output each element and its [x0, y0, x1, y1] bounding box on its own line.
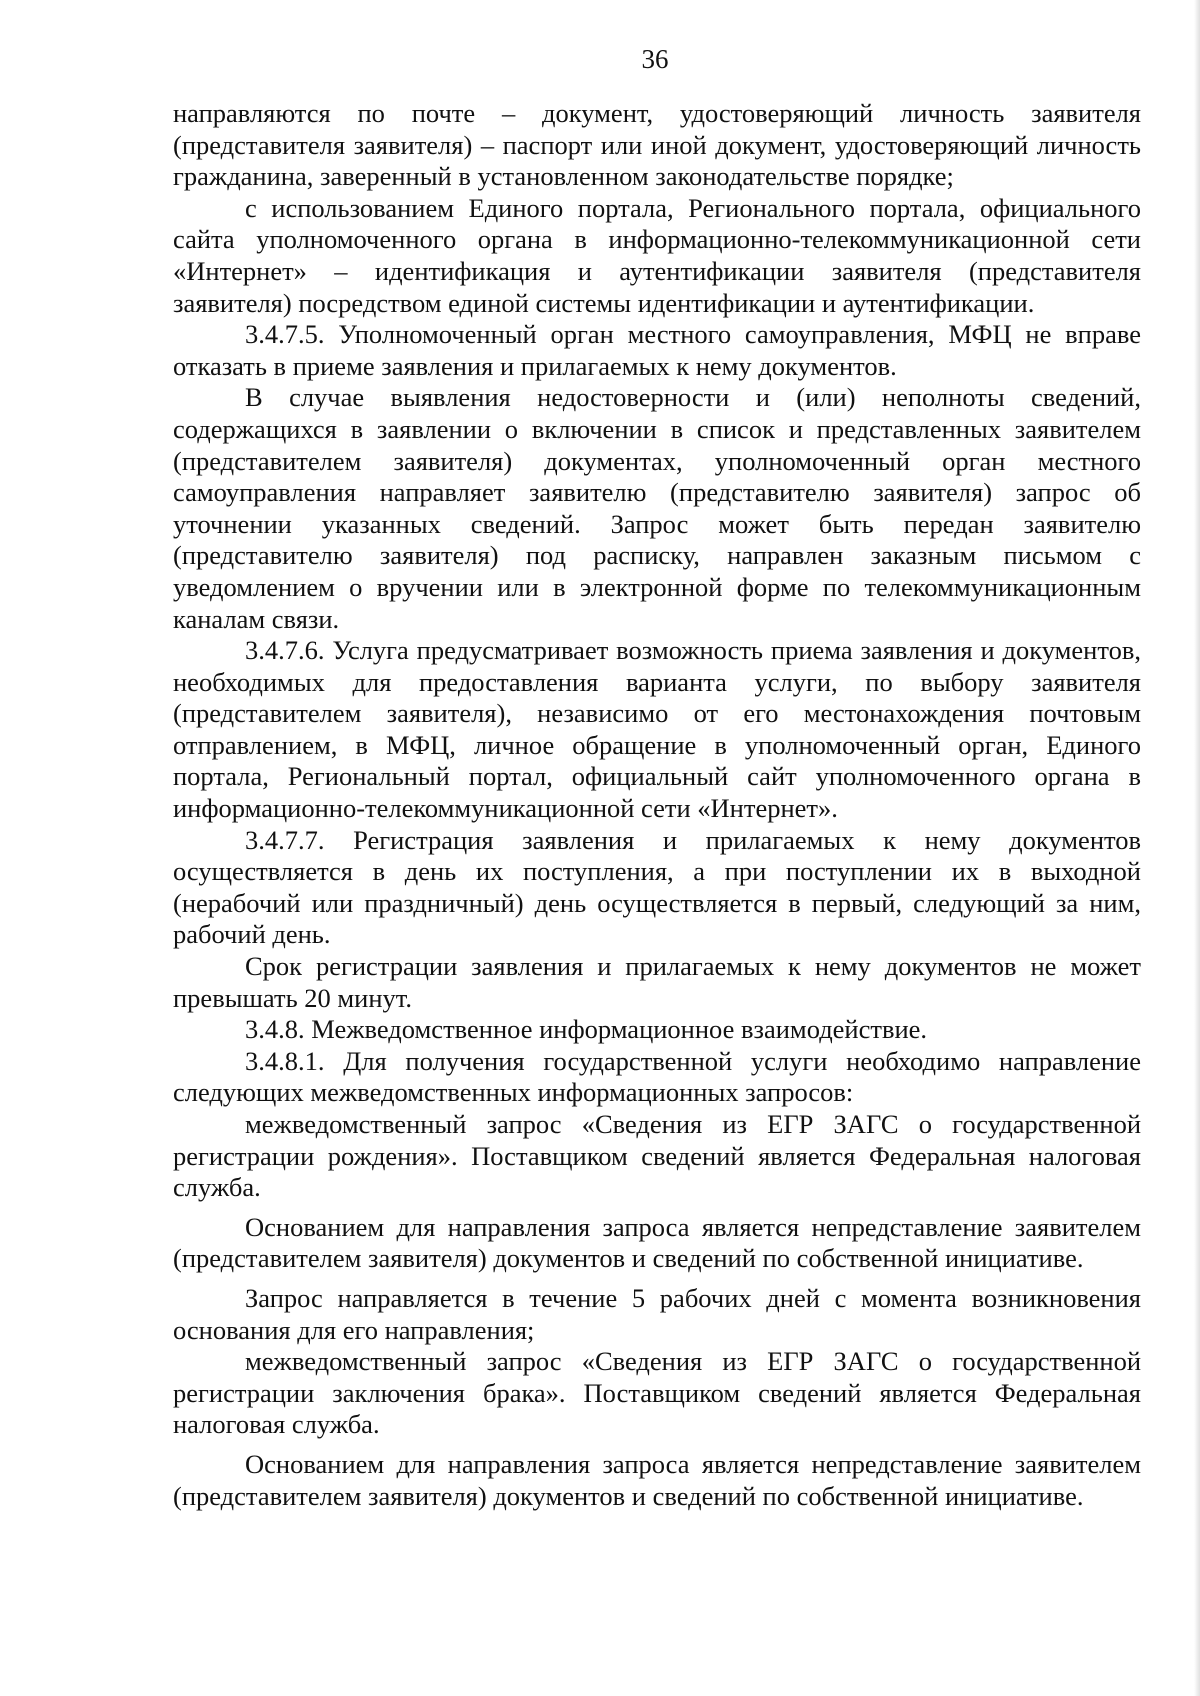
- paragraph-inaccuracy: В случае выявления недостоверности и (или) неполноты сведений, содержащихся в заявлении о включении в список и представленных заявителем (представителем заявителя) документах, уполномоченный орган местного самоуправления направляет заявителю (представителю заявителя) запрос об уточнении указанных сведений. Запрос может быть передан заявителю (представителю заявителя) под расписку, направлен заказным письмом с уведомлением о вручении или в электронной форме по телекоммуникационным каналам связи.: [173, 382, 1141, 634]
- paragraph-basis-1: Основанием для направления запроса является непредставление заявителем (представителем заявителя) документов и сведений по собственной инициативе.: [173, 1211, 1141, 1274]
- page-number: 36: [641, 44, 669, 74]
- paragraph-3746: 3.4.7.6. Услуга предусматривает возможность приема заявления и документов, необходимых для предоставления варианта услуги, по выбору заявителя (представителем заявителя), независимо от его местонахождения почтовым отправлением, в МФЦ, личное обращение в уполномоченный орган, Единого портала, Региональный портал, официальный сайт уполномоченного органа в информационно-телекоммуникационной сети «Интернет».: [173, 635, 1141, 824]
- paragraph-1: направляются по почте – документ, удостоверяющий личность заявителя (представителя заявителя) – паспорт или иной документ, удостоверяющий личность гражданина, заверенный в установленном законодательстве порядке;: [173, 98, 1141, 192]
- scan-edge-shadow: [1194, 0, 1200, 1696]
- paragraph-basis-2: Основанием для направления запроса является непредставление заявителем (представителем заявителя) документов и сведений по собственной инициативе.: [173, 1448, 1141, 1511]
- paragraph-348-heading: 3.4.8. Межведомственное информационное взаимодействие.: [245, 1014, 928, 1045]
- paragraph-2: с использованием Единого портала, Регионального портала, официального сайта уполномоченного органа в информационно-телекоммуникационной сети «Интернет» – идентификация и аутентификации заявителя (представителя заявителя) посредством единой системы идентификации и аутентификации.: [173, 192, 1141, 318]
- paragraph-3481: 3.4.8.1. Для получения государственной услуги необходимо направление следующих межведомственных информационных запросов:: [173, 1045, 1141, 1108]
- document-body: [173, 98, 1141, 1512]
- paragraph-request-birth: межведомственный запрос «Сведения из ЕГР ЗАГС о государственной регистрации рождения». Поставщиком сведений является Федеральная налоговая служба.: [173, 1109, 1141, 1203]
- paragraph-3745: 3.4.7.5. Уполномоченный орган местного самоуправления, МФЦ не вправе отказать в приеме заявления и прилагаемых к нему документов.: [173, 319, 1141, 381]
- paragraph-registration-term: Срок регистрации заявления и прилагаемых к нему документов не может превышать 20 минут.: [173, 951, 1141, 1013]
- paragraph-3747: 3.4.7.7. Регистрация заявления и прилагаемых к нему документов осуществляется в день их поступления, а при поступлении их в выходной (нерабочий или праздничный) день осуществляется в первый, следующий за ним, рабочий день.: [173, 824, 1141, 950]
- paragraph-request-marriage: межведомственный запрос «Сведения из ЕГР ЗАГС о государственной регистрации заключения брака». Поставщиком сведений является Федеральная налоговая служба.: [173, 1346, 1141, 1440]
- paragraph-request-term: Запрос направляется в течение 5 рабочих дней с момента возникновения основания для его направления;: [173, 1282, 1141, 1345]
